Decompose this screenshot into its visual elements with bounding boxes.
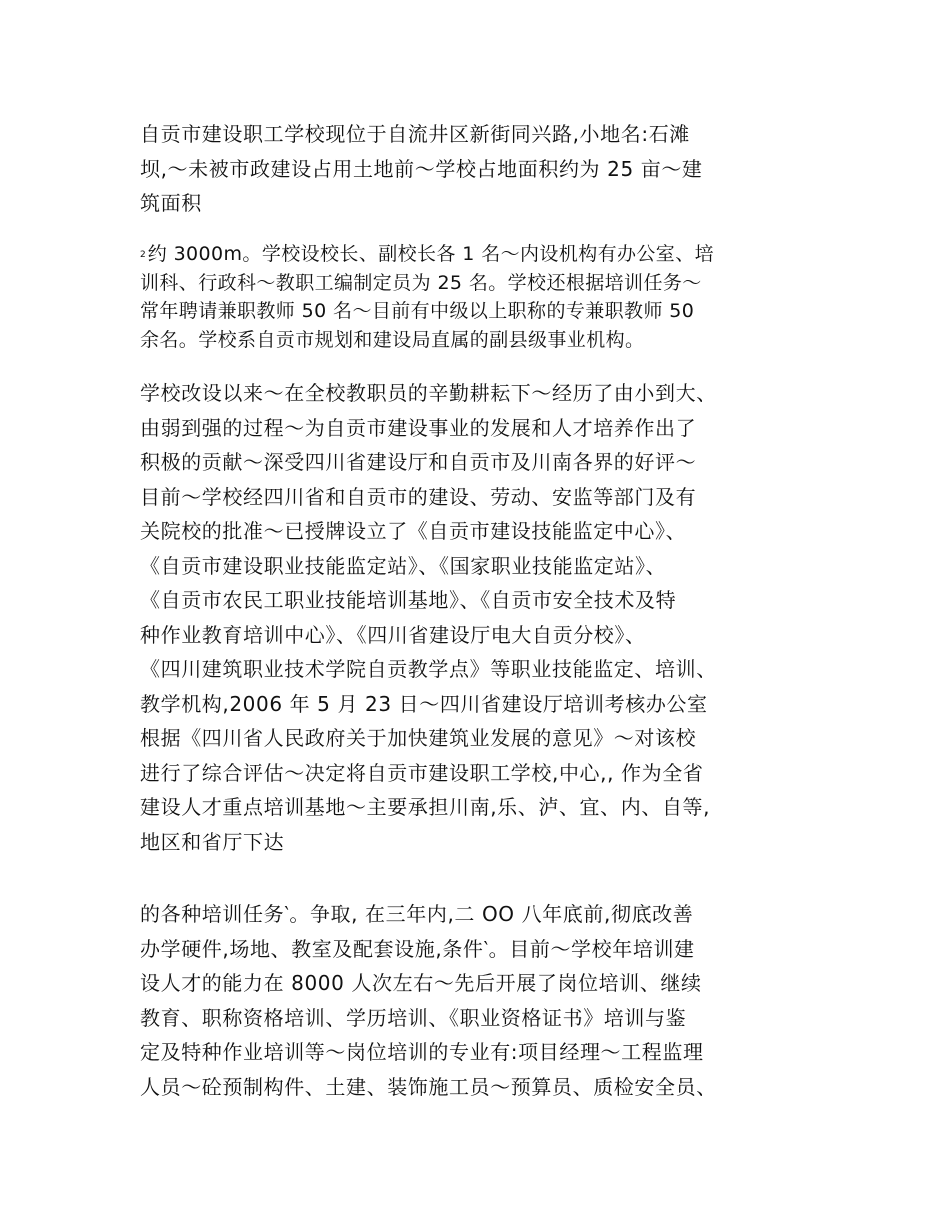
text-line: 地区和省厅下达 [140,829,285,854]
paragraph-4 [140,897,830,1104]
text-line: 筑面积 [140,191,202,215]
text-line: 坝,～未被市政建设占用土地前～学校占地面积约为 25 亩～建 [140,156,703,181]
text-line: 根据《四川省人民政府关于加快建筑业发展的意见》～对该校 [140,726,697,750]
text-line: 关院校的批准～已授牌设立了《自贡市建设技能监定中心》、 [140,519,687,543]
text-line: 人员～砼预制构件、土建、装饰施工员～预算员、质检安全员、 [140,1074,717,1099]
text-line: 的各种培训任务‵。争取, 在三年内,二 OO 八年底前,彻底改善 [140,902,694,926]
paragraph-3 [140,376,830,859]
text-line: 常年聘请兼职教师 50 名～目前有中级以上职称的专兼职教师 50 [140,300,695,322]
text-line: 《四川建筑职业技术学院自贡教学点》等职业技能监定、培训、 [140,657,717,681]
text-line: 建设人才重点培训基地～主要承担川南,乐、泸、宜、内、自等, [140,795,711,819]
superscript: 2 [140,250,146,260]
text-line: 自贡市建设职工学校现位于自流井区新街同兴路,小地名:石滩 [140,122,690,146]
text-line: 定及特种作业培训等～岗位培训的专业有:项目经理～工程监理 [140,1040,704,1064]
text-line: 训科、行政科～教职工编制定员为 25 名。学校还根据培训任务～ [140,271,702,294]
text-line: 《自贡市建设职业技能监定站》、《国家职业技能监定站》、 [140,553,667,578]
text-line: 进行了综合评估～决定将自贡市建设职工学校,中心,, 作为全省 [140,760,704,785]
text-line: 积极的贡献～深受四川省建设厅和自贡市及川南各界的好评～ [140,450,697,474]
text-line: 教学机构,2006 年 5 月 23 日～四川省建设厅培训考核办公室 [140,691,708,716]
text-line: 余名。学校系自贡市规划和建设局直属的副县级事业机构。 [140,328,645,351]
text-line-content: 约 3000m。学校设校长、副校长各 1 名～内设机构有办公室、培 [147,243,715,265]
text-line: 种作业教育培训中心》、《四川省建设厅电大自贡分校》、 [140,622,646,647]
text-line: 教育、职称资格培训、学历培训、《职业资格证书》培训与鉴 [140,1005,687,1030]
text-line: 办学硬件,场地、教室及配套设施,条件‵。目前～学校年培训建 [140,936,695,961]
text-line: 《自贡市农民工职业技能培训基地》、《自贡市安全技术及特 [140,588,677,612]
text-line: 学校改设以来～在全校教职员的辛勤耕耘下～经历了由小到大、 [140,381,717,405]
text-line: 由弱到强的过程～为自贡市建设事业的发展和人才培养作出了 [140,415,697,440]
text-line: 设人才的能力在 8000 人次左右～先后开展了岗位培训、继续 [140,971,702,995]
paragraph-1 [140,117,830,221]
text-line [140,240,830,269]
text-line: 目前～学校经四川省和自贡市的建设、劳动、安监等部门及有 [140,484,697,509]
paragraph-2 [140,240,830,354]
